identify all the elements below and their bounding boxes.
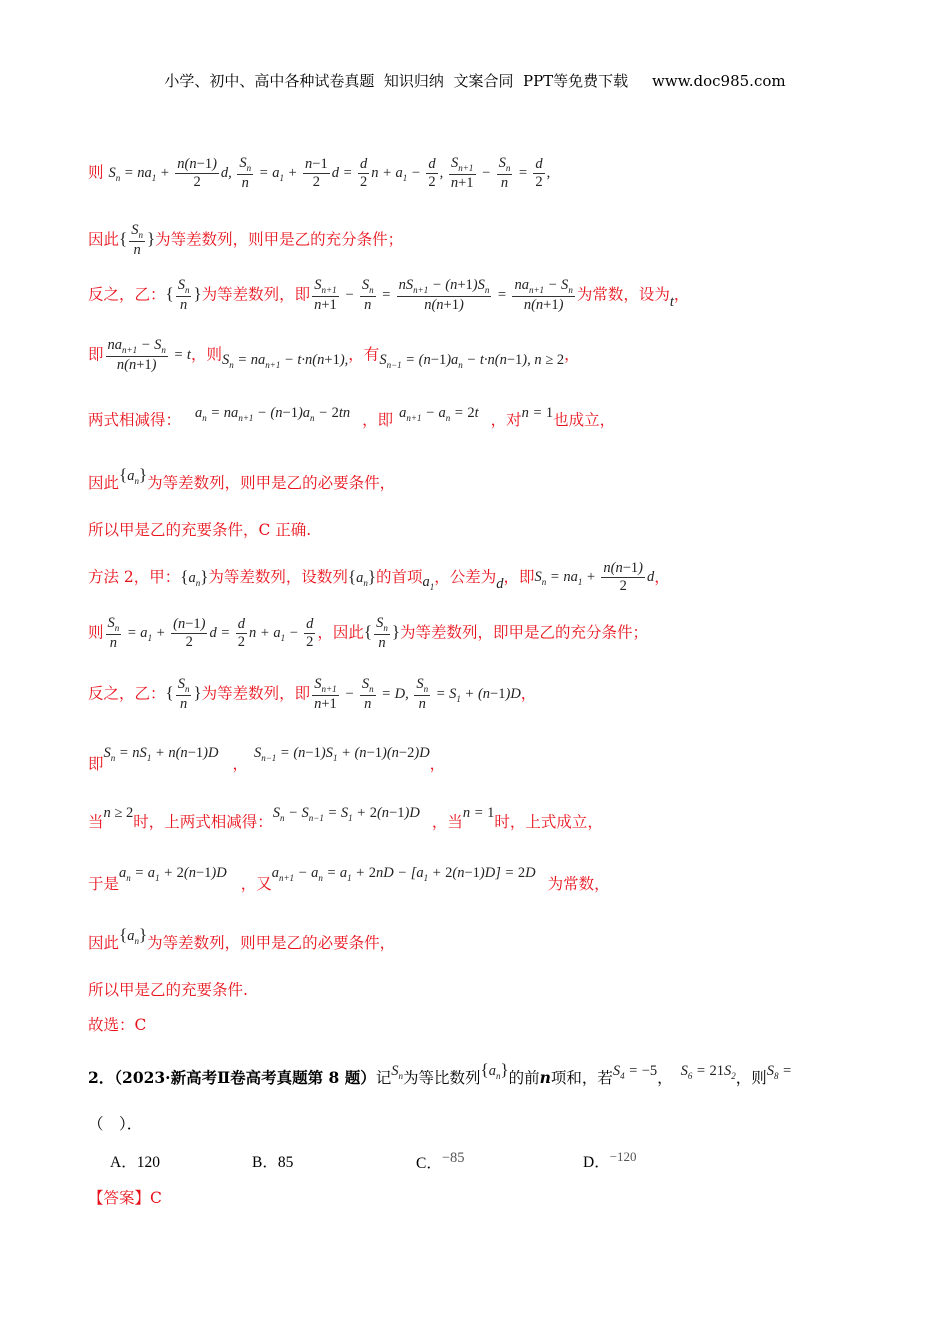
text: ，: [520, 684, 537, 703]
solution-line-16: [88, 1013, 146, 1035]
solution-line-11: [88, 745, 445, 774]
answer-line: [88, 1186, 162, 1208]
text: ，则: [190, 345, 222, 364]
text: 为等差数列，则甲是乙的必要条件，: [147, 934, 396, 952]
text: 故选：C: [88, 1016, 147, 1034]
solution-line-6: [88, 465, 395, 493]
formula: $\{a_n\}$: [180, 567, 209, 589]
formula: { $\frac{S_n}{n}$ }: [363, 615, 400, 651]
option-label: C．: [416, 1155, 442, 1172]
text: ，因此: [317, 623, 364, 642]
solution-line-3: [88, 277, 689, 314]
text: 因此: [88, 934, 120, 952]
text: ，: [564, 345, 580, 364]
formula: $\{a_n\}$: [347, 567, 376, 589]
text: ，即: [503, 567, 535, 586]
formula: $S_8$ =: [766, 1063, 792, 1081]
formula: $S_6 = 21S_2$: [680, 1063, 736, 1081]
formula: $S_n = nS_1 + n(n-1)D$: [103, 745, 219, 763]
text: ，公差为: [434, 567, 497, 586]
text: 为等差数列，即: [201, 684, 311, 703]
text: 反之，乙：: [88, 285, 166, 304]
formula: $S_{n-1} = (n-1)a_n - t\cdot n(n-1)$, n ≥ 2: [379, 351, 565, 370]
solution-line-10: [88, 676, 536, 713]
formula: $S_n - S_{n-1} = S_1 + 2(n-1)D$: [272, 805, 420, 823]
formula: t: [669, 293, 674, 310]
formula: d: [496, 575, 504, 592]
page-header: 小学、初中、高中各种试卷真题 知识归纳 文案合同 PPT等免费下载 www.doc985.com: [164, 72, 786, 90]
formula: $S_4 = -5$: [612, 1063, 658, 1081]
solution-line-12: [88, 805, 603, 832]
formula: n ≥ 2: [103, 805, 134, 821]
solution-line-5: [88, 405, 615, 430]
text: 时，上式成立，: [494, 813, 603, 831]
question-source: （2023·新高考Ⅱ卷高考真题第 8 题）: [114, 1068, 376, 1087]
formula: $\{a_n\}$: [480, 1060, 509, 1081]
formula: $S_n$: [391, 1063, 403, 1081]
text: 的前: [508, 1069, 540, 1087]
text: 因此: [88, 474, 120, 492]
text: n: [539, 1068, 551, 1087]
text: ，当: [431, 813, 463, 831]
option-b[interactable]: B．85: [252, 1154, 294, 1171]
question-number: 2．: [88, 1068, 115, 1087]
formula: −85: [441, 1150, 465, 1166]
answer-value: C: [150, 1189, 162, 1207]
formula: n = 1: [462, 805, 495, 821]
text: 项和，若: [550, 1069, 613, 1087]
text: 为等差数列，即: [201, 285, 311, 304]
formula: { $\frac{S_n}{n}$ }: [165, 676, 202, 712]
formula: $\frac{S_n}{n}$ = $a_1$ + $\frac{(n-1)}{2}$ d = $\frac{d}{2}$ $n + a_1$ − $\frac{d}{2}$: [107, 615, 314, 651]
solution-line-8: [88, 560, 670, 596]
text: ，对: [490, 411, 522, 429]
text: 为等差数列，则甲是乙的必要条件，: [147, 474, 396, 492]
text: 的首项: [376, 567, 423, 586]
text: 方法 2，甲：: [88, 567, 181, 586]
text: 反之，乙：: [88, 684, 166, 703]
text: 为等差数列，设数列: [208, 567, 348, 586]
option-c[interactable]: [416, 1150, 465, 1173]
formula: $S_n = na_{n+1} - t\cdot n(n+1)$,: [221, 351, 349, 370]
option-d[interactable]: [583, 1150, 637, 1172]
text: 为等差数列，即甲是乙的充分条件；: [399, 623, 648, 642]
text: ，又: [240, 875, 272, 893]
formula: n = 1: [521, 405, 554, 421]
text: ，: [232, 755, 248, 773]
text: 所以甲是乙的充要条件，C 正确.: [88, 521, 312, 539]
text: 即: [88, 755, 104, 773]
formula: $S_n = na_1$ + $\frac{n(n-1)}{2}$ d: [534, 560, 655, 595]
solution-line-2: [88, 222, 403, 259]
formula: −120: [609, 1149, 637, 1164]
formula: $a_1$: [422, 573, 435, 592]
text: 因此: [88, 230, 120, 249]
text: 也成立，: [553, 411, 616, 429]
solution-line-14: [88, 925, 395, 953]
text: 记: [375, 1069, 392, 1087]
formula: $S_n = na_1$ + $\frac{n(n-1)}{2}$ d, $\frac{S_n}{n}$ = $a_1$ + $\frac{n-1}{2}$ d = $\frac{d}{2}$ $n + a_1$ − $\frac{d}{2}$ , $\frac{S_{n+1}}{n+1}$ − $\frac{S_n}{n}$ = $\frac{d}{2}$ ,: [108, 155, 551, 191]
solution-line-4: [88, 337, 580, 374]
question-2-stem: [88, 1060, 792, 1088]
formula: { $\frac{S_n}{n}$ }: [165, 277, 202, 313]
solution-line-15: [88, 978, 248, 1000]
formula: $a_{n+1} - a_n = a_1 + 2nD - [a_1 + 2(n-1)D] = 2D$: [271, 865, 536, 883]
text: ，则: [735, 1069, 767, 1087]
formula: $S_{n-1} = (n-1)S_1 + (n-1)(n-2)D$: [253, 745, 430, 763]
text: 当: [88, 813, 104, 831]
answer-label: 【答案】: [88, 1189, 151, 1207]
text: ，: [429, 755, 446, 773]
formula: $\{a_n\}$: [119, 465, 148, 486]
text: ，即: [362, 411, 394, 429]
text: ，有: [348, 345, 380, 364]
formula: { $\frac{S_n}{n}$ }: [119, 222, 156, 258]
text: 时，上两式相减得：: [133, 813, 273, 831]
text: 为等差数列，则甲是乙的充分条件；: [155, 230, 404, 249]
formula: $\frac{S_{n+1}}{n+1}$ − $\frac{S_n}{n}$ = $\frac{nS_{n+1} - (n+1)S_n}{n(n+1)}$ = $\frac{na_{n+1} - S_n}{n(n+1)}$: [314, 277, 573, 313]
text: ，: [673, 285, 690, 304]
formula: $\frac{S_{n+1}}{n+1}$ − $\frac{S_n}{n}$ = D, $\frac{S_n}{n}$ = $S_1 + (n-1)D$: [314, 676, 521, 712]
formula: $\{a_n\}$: [119, 925, 148, 946]
option-label: D．: [583, 1154, 610, 1171]
text: 为常数，: [547, 875, 610, 893]
formula: $\frac{na_{n+1} - S_n}{n(n+1)}$ = t: [107, 337, 191, 373]
text: 于是: [88, 875, 120, 893]
solution-line-1: [88, 155, 550, 192]
text: 所以甲是乙的充要条件.: [88, 981, 248, 999]
solution-line-9: [88, 615, 648, 652]
formula: $a_{n+1} - a_n = 2t$: [399, 405, 479, 423]
text: ，: [657, 1069, 673, 1087]
formula: $a_n = a_1 + 2(n-1)D$: [119, 865, 227, 883]
question-2-paren: （ ）．: [88, 1115, 143, 1133]
text: 即: [88, 345, 104, 364]
text: 为常数，设为: [576, 285, 670, 304]
text: 则: [88, 623, 104, 642]
solution-line-13: [88, 865, 610, 894]
text: 两式相减得：: [88, 411, 182, 429]
text: 则: [88, 163, 104, 182]
text: ，: [654, 567, 670, 586]
text: 为等比数列: [403, 1069, 481, 1087]
formula: $a_n = na_{n+1} - (n-1)a_n - 2tn$: [195, 405, 351, 423]
option-a[interactable]: A．120: [110, 1154, 160, 1171]
solution-line-7: [88, 518, 311, 540]
